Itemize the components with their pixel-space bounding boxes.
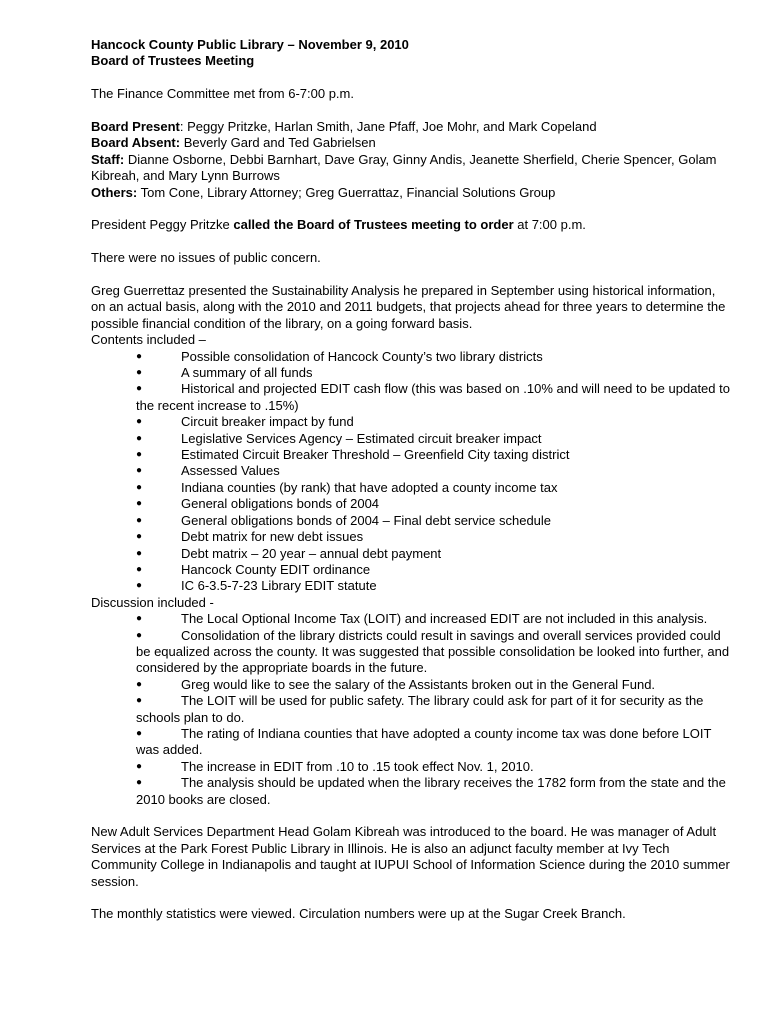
list-item-text: The LOIT will be used for public safety. The library could ask for part of it for security as the schools plan to do.	[136, 693, 704, 725]
bullet-icon: ●	[136, 416, 143, 428]
list-item-text: General obligations bonds of 2004 – Final debt service schedule	[181, 512, 552, 528]
list-item	[136, 628, 731, 677]
list-item-text: IC 6-3.5-7-23 Library EDIT statute	[181, 578, 377, 594]
list-item-text: Indiana counties (by rank) that have adopted a county income tax	[181, 479, 558, 495]
list-item	[136, 431, 731, 447]
list-item-text: The analysis should be updated when the library receives the 1782 form from the state and the 2010 books are closed.	[136, 775, 726, 807]
list-item	[136, 496, 731, 512]
document-title: Hancock County Public Library – November 9, 2010	[91, 37, 409, 52]
list-item-text: The increase in EDIT from .10 to .15 took effect Nov. 1, 2010.	[181, 758, 534, 774]
list-item	[136, 365, 731, 381]
statistics-paragraph: The monthly statistics were viewed. Circulation numbers were up at the Sugar Creek Branch.	[91, 906, 626, 922]
list-item-text: A summary of all funds	[181, 365, 313, 381]
list-item	[136, 513, 731, 529]
document-subtitle: Board of Trustees Meeting	[91, 53, 255, 69]
list-item-text: Assessed Values	[181, 463, 280, 479]
bullet-icon: ●	[136, 514, 143, 526]
list-item-text: General obligations bonds of 2004	[181, 496, 380, 512]
list-item	[136, 381, 731, 414]
sustainability-paragraph: Greg Guerrettaz presented the Sustainability Analysis he prepared in September using historical information, on an actual basis, along with the 2010 and 2011 budgets, that projects ahead for three years to determine the possible financial condition of the library, on a going forward basis.	[91, 283, 726, 331]
bullet-icon: ●	[136, 383, 143, 395]
bullet-icon: ●	[136, 465, 143, 477]
bullet-icon: ●	[136, 498, 143, 510]
call-to-order: President Peggy Pritzke called the Board of Trustees meeting to order at 7:00 p.m.	[91, 217, 586, 233]
bullet-icon: ●	[136, 432, 143, 444]
discussion-label: Discussion included -	[91, 594, 214, 610]
list-item-text: Debt matrix for new debt issues	[181, 529, 364, 545]
list-item	[136, 414, 731, 430]
list-item-text: The rating of Indiana counties that have adopted a county income tax was done before LOIT was added.	[136, 725, 712, 758]
board-absent: Board Absent: Beverly Gard and Ted Gabrielsen	[91, 135, 376, 151]
list-item	[136, 546, 731, 562]
list-item	[136, 578, 731, 594]
list-item-text: Debt matrix – 20 year – annual debt payment	[181, 545, 442, 561]
list-item	[136, 677, 731, 693]
bullet-icon: ●	[136, 547, 143, 559]
new-department-head-paragraph: New Adult Services Department Head Golam Kibreah was introduced to the board. He was manager of Adult Services at the Park Forest Public Library in Illinois. He is also an adjunct faculty member at Ivy Tech Community College in Indianapolis and taught at IUPUI School of Information Science during the 2010 summer session.	[91, 824, 730, 889]
list-item	[136, 463, 731, 479]
list-item	[136, 349, 731, 365]
list-item	[136, 480, 731, 496]
bullet-icon: ●	[136, 613, 143, 625]
bullet-icon: ●	[136, 350, 143, 362]
public-concern: There were no issues of public concern.	[91, 250, 321, 266]
bullet-icon: ●	[136, 367, 143, 379]
list-item-text: Historical and projected EDIT cash flow (this was based on .10% and will need to be updated to the recent increase to .15%)	[136, 381, 730, 413]
list-item-text: Estimated Circuit Breaker Threshold – Greenfield City taxing district	[181, 447, 570, 463]
list-item-text: Legislative Services Agency – Estimated circuit breaker impact	[181, 430, 542, 446]
bullet-icon: ●	[136, 629, 143, 641]
bullet-icon: ●	[136, 695, 143, 707]
list-item	[136, 562, 731, 578]
list-item-text: Possible consolidation of Hancock County’s two library districts	[181, 348, 543, 364]
list-item-text: Circuit breaker impact by fund	[181, 414, 354, 430]
staff-list: Staff: Dianne Osborne, Debbi Barnhart, Dave Gray, Ginny Andis, Jeanette Sherfield, Cherie Spencer, Golam Kibreah, and Mary Lynn Burrows	[91, 151, 717, 184]
list-item	[136, 726, 731, 759]
bullet-icon: ●	[136, 678, 143, 690]
list-item-text: Greg would like to see the salary of the Assistants broken out in the General Fund.	[181, 676, 656, 692]
bullet-icon: ●	[136, 531, 143, 543]
discussion-list	[91, 611, 731, 808]
list-item-text: Hancock County EDIT ordinance	[181, 561, 371, 577]
board-present: Board Present: Peggy Pritzke, Harlan Smith, Jane Pfaff, Joe Mohr, and Mark Copeland	[91, 119, 597, 134]
bullet-icon: ●	[136, 777, 143, 789]
list-item	[136, 529, 731, 545]
bullet-icon: ●	[136, 760, 143, 772]
contents-label: Contents included –	[91, 332, 206, 348]
list-item	[136, 775, 731, 808]
contents-list	[91, 349, 731, 595]
others-list: Others: Tom Cone, Library Attorney; Greg Guerrattaz, Financial Solutions Group	[91, 184, 556, 200]
bullet-icon: ●	[136, 580, 143, 592]
list-item	[136, 693, 731, 726]
bullet-icon: ●	[136, 449, 143, 461]
list-item-text: Consolidation of the library districts could result in savings and overall services provided could be equalized across the county. It was suggested that possible consolidation be looked into further, and considered by the appropriate boards in the future.	[136, 627, 730, 676]
bullet-icon: ●	[136, 481, 143, 493]
list-item	[136, 759, 731, 775]
list-item	[136, 611, 731, 627]
bullet-icon: ●	[136, 563, 143, 575]
finance-committee-note: The Finance Committee met from 6-7:00 p.m.	[91, 86, 354, 102]
document-page	[91, 37, 731, 923]
bullet-icon: ●	[136, 727, 143, 739]
list-item-text: The Local Optional Income Tax (LOIT) and increased EDIT are not included in this analysis.	[181, 611, 708, 627]
list-item	[136, 447, 731, 463]
